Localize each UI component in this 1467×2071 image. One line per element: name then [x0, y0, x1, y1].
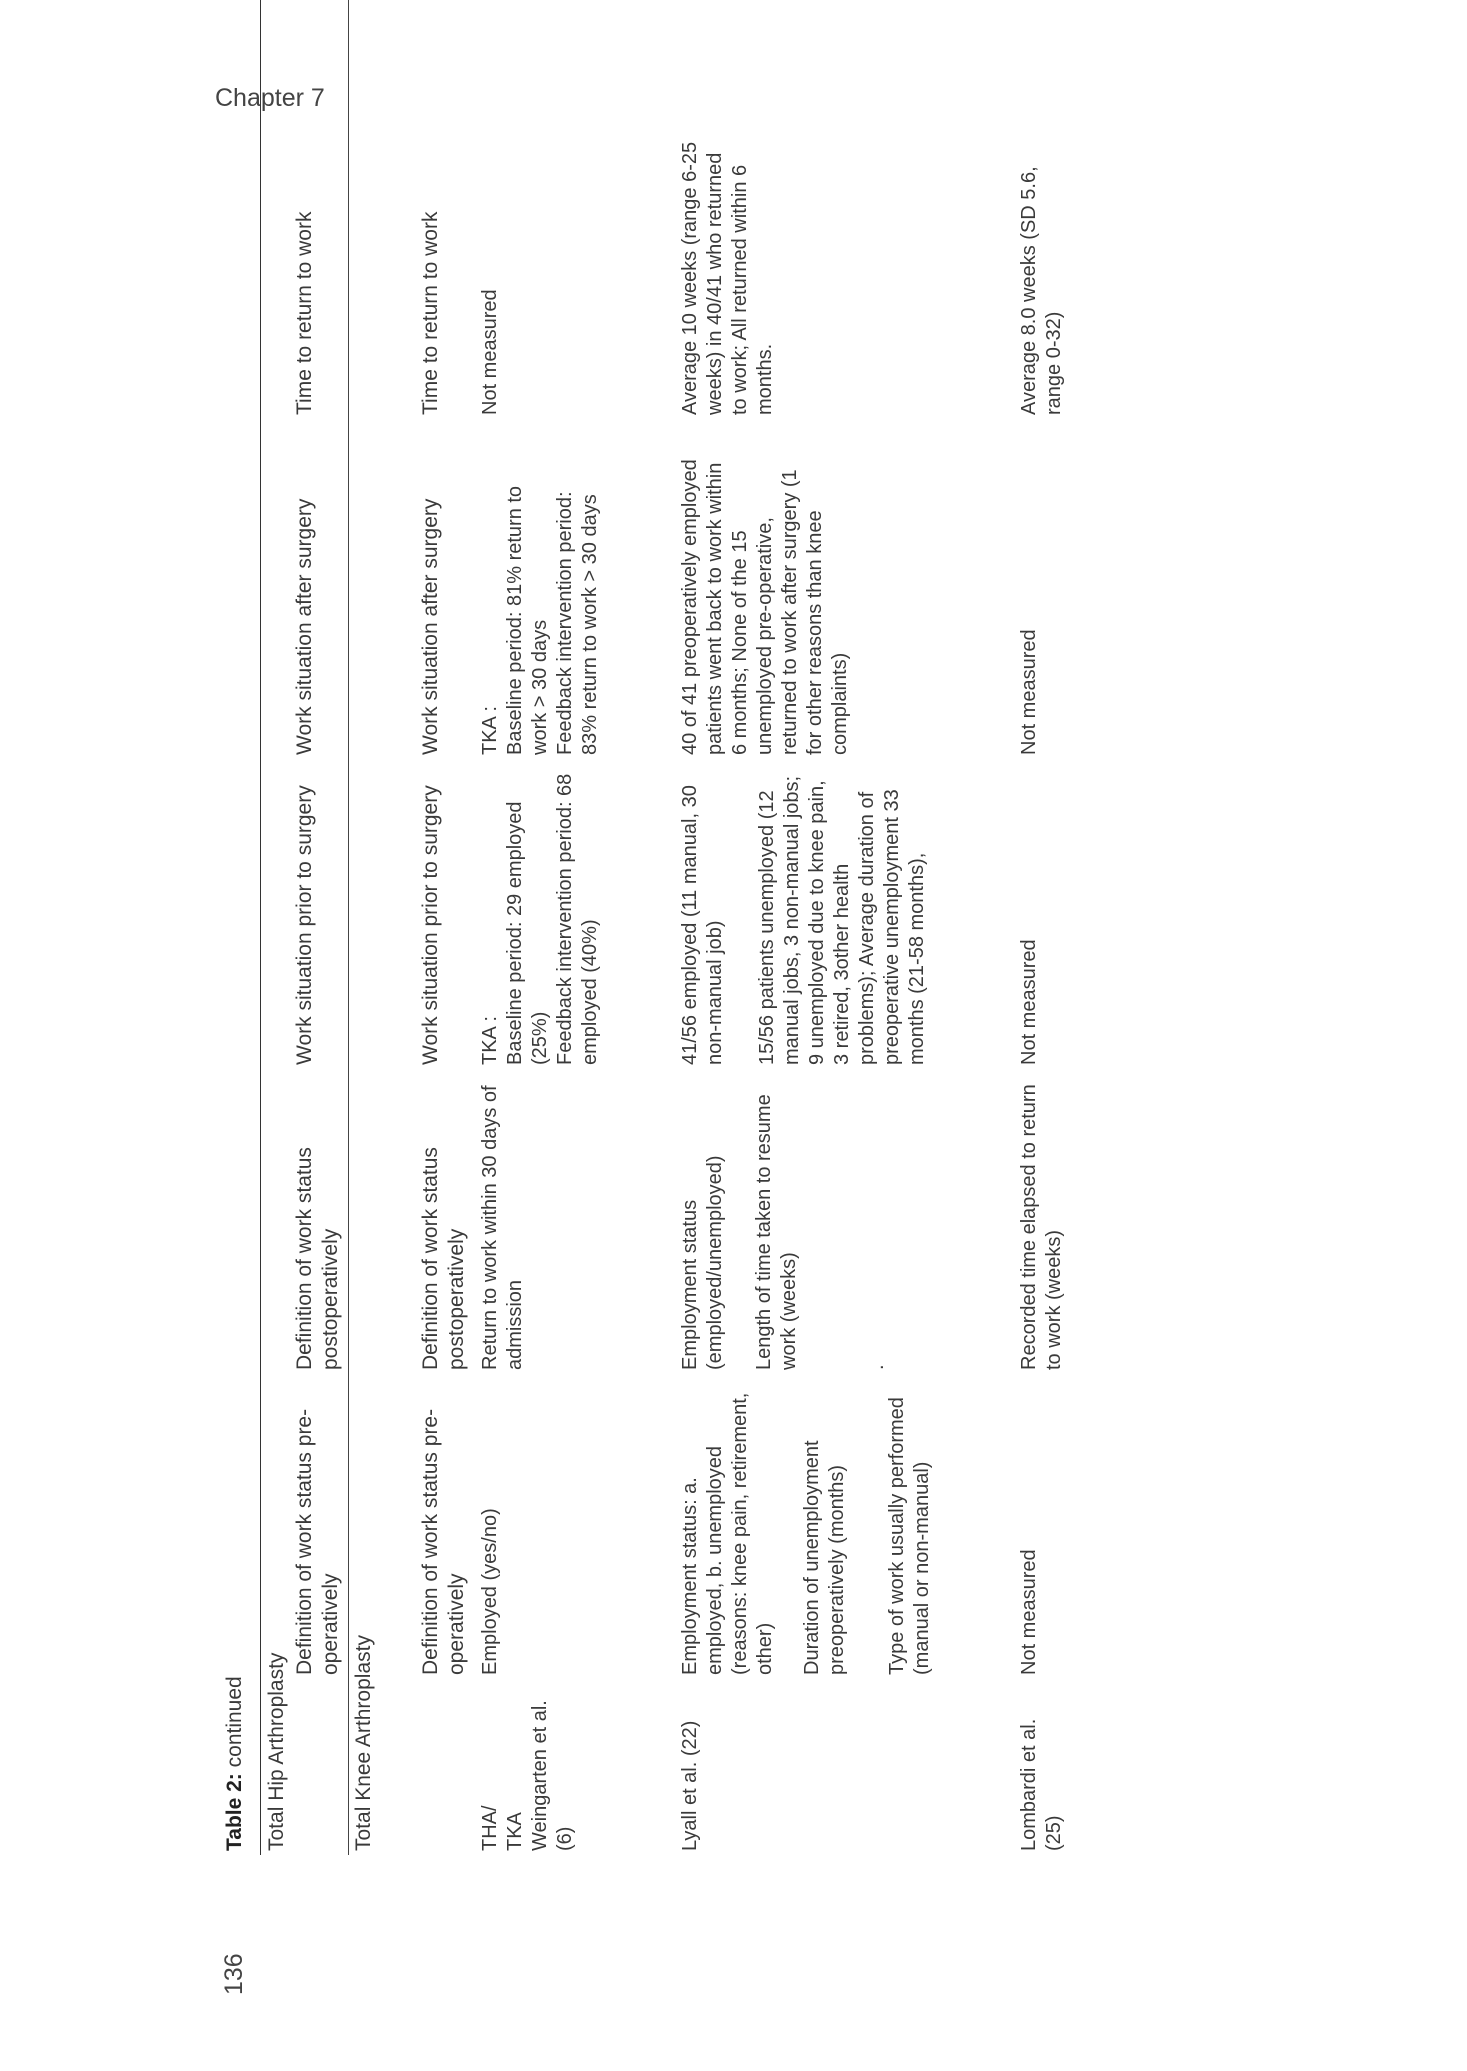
- row1-pre: Employed (yes/no): [479, 1508, 501, 1675]
- row2-prior-unemployed: 15/56 patients unemployed (12 manual jobs, 3 non-manual jobs; 9 unemployed due to knee pain, 3 retired, 3other health problems); Average duration of preoperative unemployment 33 months (21-58 months),: [756, 775, 928, 1065]
- knee-header-prior: Work situation prior to surgery: [419, 785, 442, 1065]
- hip-section-label: Total Hip Arthroplasty: [265, 1652, 288, 1851]
- hip-header-post: Definition of work status postoperatively: [293, 1147, 342, 1370]
- table-caption: [222, 1676, 247, 1851]
- row2-post-dot: .: [866, 1364, 888, 1370]
- row3-pre: Not measured: [1018, 1549, 1040, 1675]
- caption-text: continued: [223, 1676, 246, 1768]
- row2-study: Lyall et al. (22): [679, 1720, 701, 1851]
- row2-time: Average 10 weeks (range 6-25 weeks) in 40/41 who returned to work; All returned within 6 months.: [679, 141, 776, 415]
- row2-pre-worktype: Type of work usually performed (manual or non-manual): [886, 1397, 933, 1675]
- row1-time: Not measured: [479, 289, 501, 415]
- chapter-header: Chapter 7: [215, 84, 325, 112]
- row2-post-length: Length of time taken to resume work (weeks): [753, 1094, 800, 1370]
- knee-header-time: Time to return to work: [419, 211, 442, 415]
- row2-pre-duration: Duration of unemployment preoperatively (months): [801, 1440, 848, 1675]
- row3-study: Lombardi et al. (25): [1018, 1718, 1065, 1851]
- top-rule: [260, 0, 261, 1855]
- row2-prior-employed: 41/56 employed (11 manual, 30 non-manual job): [679, 785, 726, 1065]
- knee-header-after: Work situation after surgery: [419, 498, 442, 755]
- row1-prior: TKA : Baseline period: 29 employed (25%) Feedback intervention period: 68 employed (40%): [479, 773, 601, 1065]
- row1-after: TKA : Baseline period: 81% return to work > 30 days Feedback intervention period: 83% return to work > 30 days: [479, 485, 601, 755]
- hip-header-after: Work situation after surgery: [293, 498, 316, 755]
- caption-label: Table 2:: [223, 1773, 246, 1851]
- row1-study: THA/ TKA Weingarten et al. (6): [479, 1700, 576, 1851]
- knee-header-pre: Definition of work status pre-operatively: [419, 1408, 468, 1675]
- hip-rule: [348, 0, 349, 1855]
- row2-after: 40 of 41 preoperatively employed patients went back to work within 6 months; None of the 15 unemployed pre-operative, returned to work after surgery (1 for other reasons than knee complaints): [679, 459, 851, 755]
- row3-after: Not measured: [1018, 629, 1040, 755]
- row3-time: Average 8.0 weeks (SD 5.6, range 0-32): [1018, 166, 1065, 415]
- row3-prior: Not measured: [1018, 939, 1040, 1065]
- rotated-table: [220, 0, 1467, 1855]
- hip-header-pre: Definition of work status pre-operatively: [293, 1408, 342, 1675]
- row3-post: Recorded time elapsed to return to work (weeks): [1018, 1084, 1065, 1370]
- knee-header-post: Definition of work status postoperatively: [419, 1147, 468, 1370]
- row1-post: Return to work within 30 days of admission: [479, 1085, 526, 1370]
- hip-header-time: Time to return to work: [293, 211, 316, 415]
- row2-pre-employment: Employment status: a. employed, b. unemployed (reasons: knee pain, retirement, other): [679, 1392, 776, 1675]
- page-number: 136: [220, 1953, 248, 1995]
- hip-header-prior: Work situation prior to surgery: [293, 785, 316, 1065]
- row2-post-employment: Employment status (employed/unemployed): [679, 1155, 726, 1370]
- knee-section-label: Total Knee Arthroplasty: [352, 1635, 375, 1851]
